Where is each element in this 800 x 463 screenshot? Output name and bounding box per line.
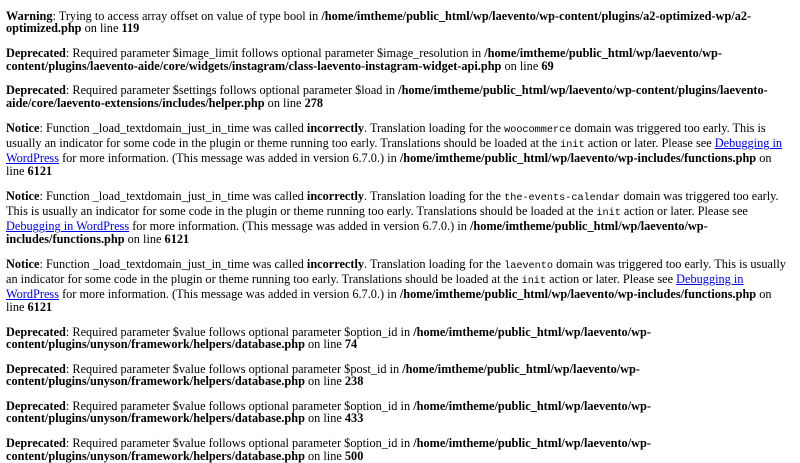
message-level: Deprecated — [6, 324, 66, 339]
line-label: on line — [6, 151, 772, 178]
message-text: Required parameter $value follows optional parameter $option_id in — [72, 436, 411, 451]
message-text: Required parameter $settings follows optional parameter $load in — [72, 83, 396, 98]
line-label: on line — [267, 95, 302, 110]
file-path: /home/imtheme/public_html/wp/laevento/wp-content/plugins/unyson/framework/helpers/database.php — [6, 399, 651, 426]
text-domain: laevento — [504, 260, 554, 272]
message-text: for more information. (This message was added in version 6.7.0.) in — [62, 151, 397, 166]
line-label: on line — [504, 58, 539, 73]
message-text: Required parameter $image_limit follows optional parameter $image_resolution in — [72, 46, 482, 61]
text-domain: woocommerce — [504, 124, 572, 136]
hook-name: init — [596, 208, 621, 220]
line-label: on line — [308, 448, 342, 463]
message-text: action or later. Please see — [587, 136, 712, 151]
file-path: /home/imtheme/public_html/wp/laevento/wp-content/plugins/laevento-aide/core/widgets/instagram/class-laevento-instagram-widget-api.php — [6, 46, 722, 73]
debugging-link[interactable]: Debugging in WordPress — [6, 219, 130, 234]
line-number: 433 — [344, 411, 364, 426]
message-text: Required parameter $value follows optional parameter $option_id in — [72, 324, 411, 339]
message-level: Notice — [6, 256, 40, 271]
line-number: 6121 — [27, 299, 53, 314]
message-text: Trying to access array offset on value of type bool in — [58, 9, 319, 23]
file-path: /home/imtheme/public_html/wp/laevento/wp-includes/functions.php — [6, 219, 708, 246]
debugging-link[interactable]: Debugging in WordPress — [6, 136, 783, 166]
line-number: 119 — [121, 21, 140, 36]
line-number: 238 — [344, 374, 364, 389]
text-domain: the-events-calendar — [504, 192, 621, 204]
file-path: /home/imtheme/public_html/wp/laevento/wp-includes/functions.php — [399, 287, 757, 302]
message-text: domain was triggered too early. This is usually an indicator for some code in the plugin or theme running too early. Translations should be loaded at the — [6, 120, 766, 151]
deprecated-message: Deprecated: Required parameter $value follows optional parameter $post_id in /home/imtheme/public_html/wp/laevento/wp-content/plugins/unyson/framework/helpers/database.php on line 238 — [6, 361, 640, 389]
file-path: /home/imtheme/public_html/wp/laevento/wp-content/plugins/unyson/framework/helpers/database.php — [6, 436, 651, 463]
notice-message: Notice: Function _load_textdomain_just_in_time was called incorrectly. Translation loading for the woocommerce domain was triggered too early. This is usually an indicator for some code in the plugin or theme running too early. Translations should be loaded at the init action or later. Please see Debugging in WordPress for more information. (This message was added in version 6.7.0.) in /home/imtheme/public_html/wp/laevento/wp-includes/functions.php on line 6121 — [6, 120, 783, 178]
message-text: domain was triggered too early. This is usually an indicator for some code in the plugin or theme running too early. Translations should be loaded at the — [6, 188, 779, 219]
hook-name: init — [521, 276, 547, 288]
line-label: on line — [127, 231, 162, 246]
line-number: 69 — [541, 58, 554, 73]
file-path: /home/imtheme/public_html/wp/laevento/wp-content/plugins/laevento-aide/core/laevento-extensions/includes/helper.php — [6, 83, 768, 110]
line-label: on line — [308, 411, 342, 426]
line-number: 74 — [344, 337, 358, 352]
message-text: Function _load_textdomain_just_in_time was called — [45, 188, 304, 203]
deprecated-message: Deprecated: Required parameter $value follows optional parameter $option_id in /home/imtheme/public_html/wp/laevento/wp-content/plugins/unyson/framework/helpers/database.php on line 433 — [6, 399, 651, 426]
notice-message: Notice: Function _load_textdomain_just_in_time was called incorrectly. Translation loading for the laevento domain was triggered too early. This is usually an indicator for some code in the plugin or theme running too early. Translations should be loaded at the init action or later. Please see Debugging in WordPress for more information. (This message was added in version 6.7.0.) in /home/imtheme/public_html/wp/laevento/wp-includes/functions.php on line 6121 — [6, 256, 786, 314]
notice-message: Notice: Function _load_textdomain_just_in_time was called incorrectly. Translation loading for the the-events-calendar domain was triggered too early. This is usually an indicator for some code in the plugin or theme running too early. Translations should be loaded at the init action or later. Please see Debugging in WordPress for more information. (This message was added in version 6.7.0.) in /home/imtheme/public_html/wp/laevento/wp-includes/functions.php on line 6121 — [6, 188, 779, 246]
line-number: 6121 — [164, 231, 190, 246]
message-level: Deprecated — [6, 399, 66, 414]
message-level: Deprecated — [6, 361, 66, 376]
message-text: for more information. (This message was added in version 6.7.0.) in — [132, 219, 467, 234]
file-path: /home/imtheme/public_html/wp/laevento/wp-includes/functions.php — [399, 151, 757, 166]
debugging-link[interactable]: Debugging in WordPress — [6, 272, 744, 302]
file-path: /home/imtheme/public_html/wp/laevento/wp-content/plugins/unyson/framework/helpers/database.php — [6, 324, 651, 352]
line-label: on line — [84, 21, 119, 36]
deprecated-message: Deprecated: Required parameter $settings follows optional parameter $load in /home/imtheme/public_html/wp/laevento/wp-content/plugins/laevento-aide/core/laevento-extensions/includes/helper.php on line 278 — [6, 83, 768, 110]
deprecated-message: Deprecated: Required parameter $value follows optional parameter $option_id in /home/imtheme/public_html/wp/laevento/wp-content/plugins/unyson/framework/helpers/database.php on line 500 — [6, 436, 651, 463]
message-text: Function _load_textdomain_just_in_time was called — [45, 256, 304, 271]
message-level: Warning — [6, 9, 53, 23]
line-number: 6121 — [27, 163, 53, 178]
message-text: for more information. (This message was added in version 6.7.0.) in — [62, 287, 397, 302]
message-text: action or later. Please see — [549, 272, 674, 287]
message-text: action or later. Please see — [623, 204, 748, 219]
warning-message: Warning: Trying to access array offset on value of type bool in /home/imtheme/public_html/wp/laevento/wp-content/plugins/a2-optimized-wp/a2-optimized.php on line 119 — [6, 9, 752, 36]
emphasis: incorrectly — [306, 188, 365, 203]
message-level: Notice — [6, 120, 40, 135]
file-path: /home/imtheme/public_html/wp/laevento/wp-content/plugins/unyson/framework/helpers/database.php — [6, 361, 640, 389]
message-text: . Translation loading for the — [364, 120, 502, 135]
message-text: Required parameter $value follows optional parameter $option_id in — [72, 399, 411, 414]
emphasis: incorrectly — [306, 256, 365, 271]
message-text: Required parameter $value follows optional parameter $post_id in — [72, 361, 400, 376]
deprecated-message: Deprecated: Required parameter $value follows optional parameter $option_id in /home/imtheme/public_html/wp/laevento/wp-content/plugins/unyson/framework/helpers/database.php on line 74 — [6, 324, 651, 352]
line-number: 500 — [344, 448, 364, 463]
message-level: Deprecated — [6, 436, 66, 451]
file-path: /home/imtheme/public_html/wp/laevento/wp-content/plugins/a2-optimized-wp/a2-optimized.php — [6, 9, 752, 36]
hook-name: init — [560, 140, 585, 152]
message-text: . Translation loading for the — [364, 256, 502, 271]
deprecated-message: Deprecated: Required parameter $image_limit follows optional parameter $image_resolution in /home/imtheme/public_html/wp/laevento/wp-content/plugins/laevento-aide/core/widgets/instagram/class-laevento-instagram-widget-api.php on line 69 — [6, 46, 722, 73]
line-label: on line — [308, 374, 342, 389]
line-label: on line — [308, 337, 342, 352]
line-number: 278 — [304, 95, 324, 110]
line-label: on line — [6, 287, 772, 314]
message-level: Notice — [6, 188, 40, 203]
message-text: . Translation loading for the — [364, 188, 502, 203]
message-text: domain was triggered too early. This is usually an indicator for some code in the plugin or theme running too early. Translations should be loaded at the — [6, 256, 786, 287]
emphasis: incorrectly — [306, 120, 365, 135]
message-text: Function _load_textdomain_just_in_time was called — [45, 120, 304, 135]
message-level: Deprecated — [6, 83, 66, 98]
message-level: Deprecated — [6, 46, 66, 61]
